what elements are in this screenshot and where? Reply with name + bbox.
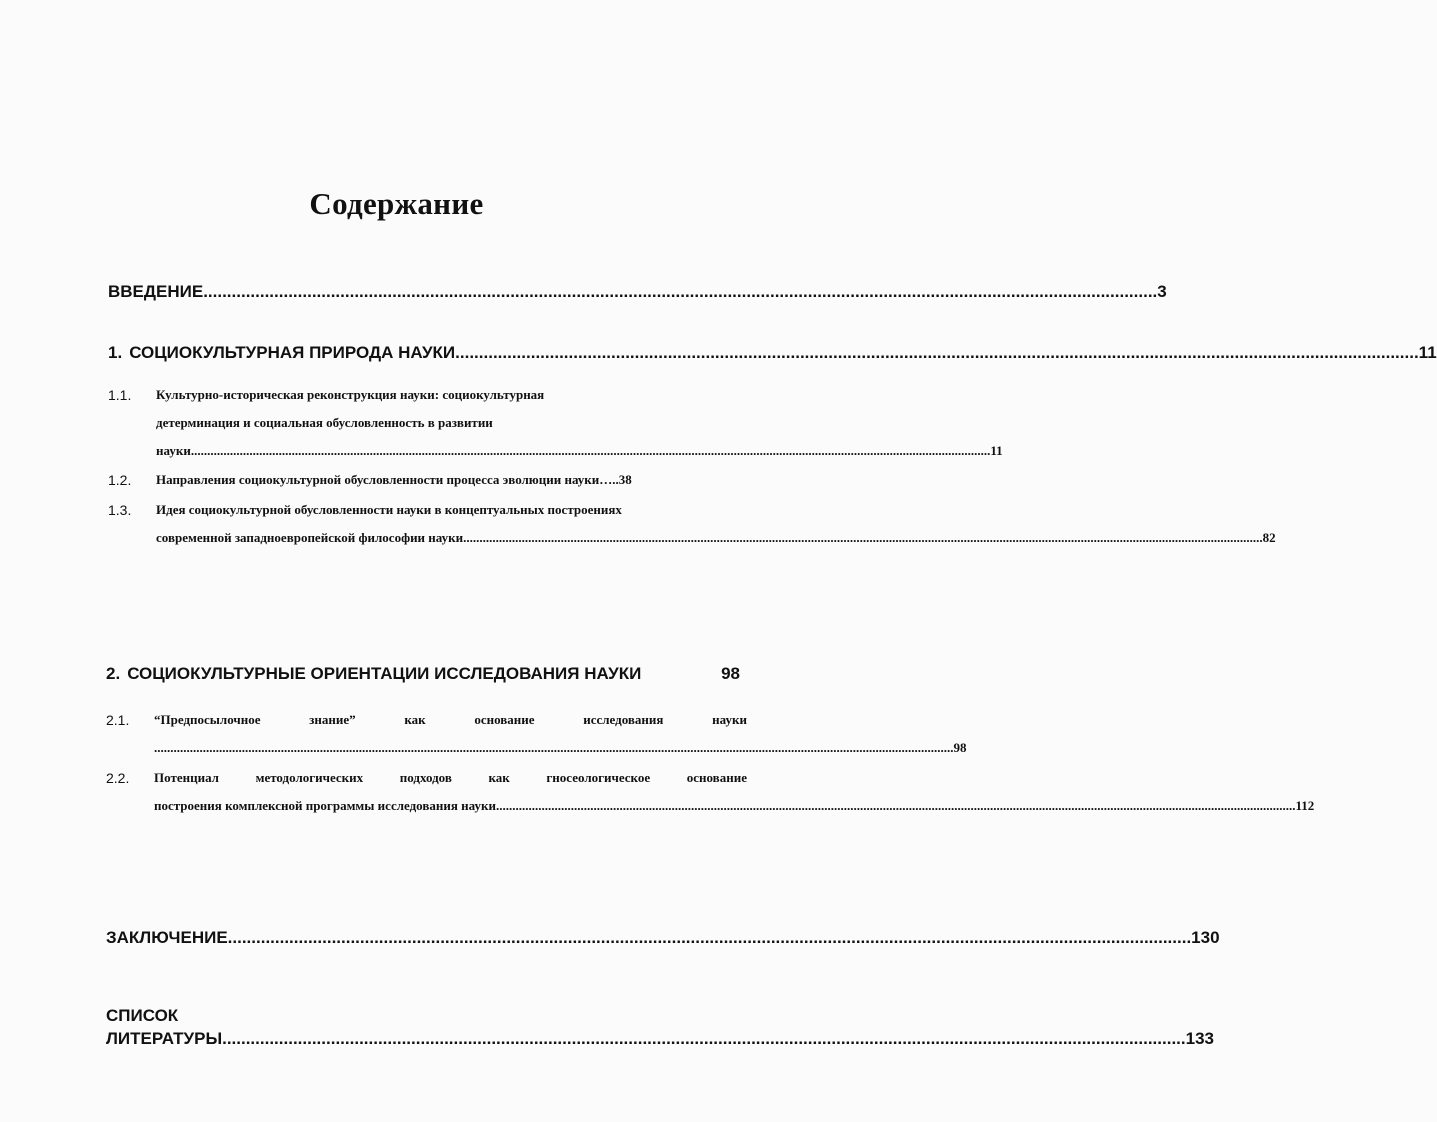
toc-word: основание xyxy=(474,712,535,727)
toc-entry-label: ВВЕДЕНИЕ xyxy=(108,282,204,301)
leader-dots: ...................................................................................................................................................................................................................................................... xyxy=(154,740,954,755)
leader-dots: .......................................................................................................................................................................................................... xyxy=(455,343,1410,362)
toc-entry-2-1-line[interactable] xyxy=(154,712,747,728)
toc-entry-1-3-line[interactable] xyxy=(156,530,1276,546)
toc-word: как xyxy=(404,712,426,727)
toc-word: Потенциал xyxy=(154,770,219,785)
toc-page-number: …..38 xyxy=(599,472,632,487)
toc-entry-label: науки xyxy=(156,443,191,458)
chapter-number: 1. xyxy=(108,343,123,362)
toc-word: гносеологическое xyxy=(546,770,651,785)
toc-page-number: 82 xyxy=(1262,530,1276,545)
toc-entry-1-1-line[interactable] xyxy=(156,443,1003,459)
toc-page-number: ..133 xyxy=(1176,1029,1214,1048)
section-number: 1.3. xyxy=(108,502,132,518)
toc-word: исследования xyxy=(583,712,664,727)
toc-entry-label: СОЦИОКУЛЬТУРНЫЕ ОРИЕНТАЦИИ ИССЛЕДОВАНИЯ НАУКИ xyxy=(127,664,642,683)
section-number: 1.1. xyxy=(108,387,132,403)
chapter-number: 2. xyxy=(106,664,121,683)
toc-entry-label: построения комплексной программы исследования науки xyxy=(154,798,496,813)
toc-page-number: 98 xyxy=(953,740,967,755)
leader-dots: ...................................................................................................................................................................................................................................................... xyxy=(495,798,1296,813)
toc-entry-label: Культурно-историческая реконструкция науки: социокультурная xyxy=(156,387,545,402)
toc-entry-1-1-line[interactable] xyxy=(156,415,493,431)
toc-entry-1-1-line[interactable] xyxy=(156,387,544,403)
toc-entry-label: ЛИТЕРАТУРЫ xyxy=(106,1029,223,1048)
toc-entry-conclusion[interactable] xyxy=(106,928,1220,948)
toc-entry-label: СОЦИОКУЛЬТУРНАЯ ПРИРОДА НАУКИ xyxy=(129,343,456,362)
section-number: 1.2. xyxy=(108,472,132,488)
section-number: 2.2. xyxy=(106,770,130,786)
leader-dots: ...................................................................................................................................................................................................................................................... xyxy=(463,530,1263,545)
toc-word: основание xyxy=(686,770,747,785)
toc-word: “Предпосылочное xyxy=(154,712,261,727)
toc-entry-label: современной западноевропейской философии науки xyxy=(156,530,464,545)
toc-word: методологических xyxy=(255,770,364,785)
toc-word: как xyxy=(488,770,510,785)
toc-entry-2-2-line[interactable] xyxy=(154,770,747,786)
toc-page-number: 112 xyxy=(1295,798,1315,813)
toc-entry-2-1-line[interactable] xyxy=(154,740,967,756)
toc-entry-1-3-line[interactable] xyxy=(156,502,622,518)
toc-entry-bibliography[interactable] xyxy=(106,1029,1214,1049)
toc-word: науки xyxy=(712,712,747,727)
toc-entry-label: Идея социокультурной обусловленности науки в концептуальных построениях xyxy=(156,502,622,517)
toc-entry-label: детерминация и социальная обусловленность в развитии xyxy=(156,415,493,430)
toc-entry-chapter-1[interactable] xyxy=(108,343,1437,363)
toc-page-number: 3 xyxy=(1157,282,1167,301)
toc-entry-intro[interactable] xyxy=(108,282,1167,302)
toc-page-number: ..130 xyxy=(1181,928,1220,947)
toc-page-number: 98 xyxy=(721,664,740,683)
toc-entry-bibliography-line[interactable] xyxy=(106,1006,178,1026)
leader-dots: .......................................................................................................................................................................................................... xyxy=(222,1029,1177,1048)
toc-entry-label: СПИСОК xyxy=(106,1006,179,1025)
section-number: 2.1. xyxy=(106,712,130,728)
leader-dots: .......................................................................................................................................................................................................... xyxy=(227,928,1182,947)
leader-dots: ...................................................................................................................................................................................................................................................... xyxy=(190,443,991,458)
toc-entry-label: Направления социокультурной обусловленности процесса эволюции науки xyxy=(156,472,600,487)
toc-entry-1-2[interactable] xyxy=(156,472,747,488)
toc-page-number: 11 xyxy=(990,443,1003,458)
toc-word: подходов xyxy=(399,770,452,785)
toc-entry-2-2-line[interactable] xyxy=(154,798,1315,814)
toc-entry-chapter-2[interactable] xyxy=(106,664,740,684)
toc-entry-label: ЗАКЛЮЧЕНИЕ xyxy=(106,928,228,947)
page-title: Содержание xyxy=(309,186,484,221)
leader-dots: .......................................................................................................................................................................................................... xyxy=(203,282,1158,301)
toc-word: знание” xyxy=(309,712,356,727)
toc-page-number: ..11 xyxy=(1409,343,1437,362)
